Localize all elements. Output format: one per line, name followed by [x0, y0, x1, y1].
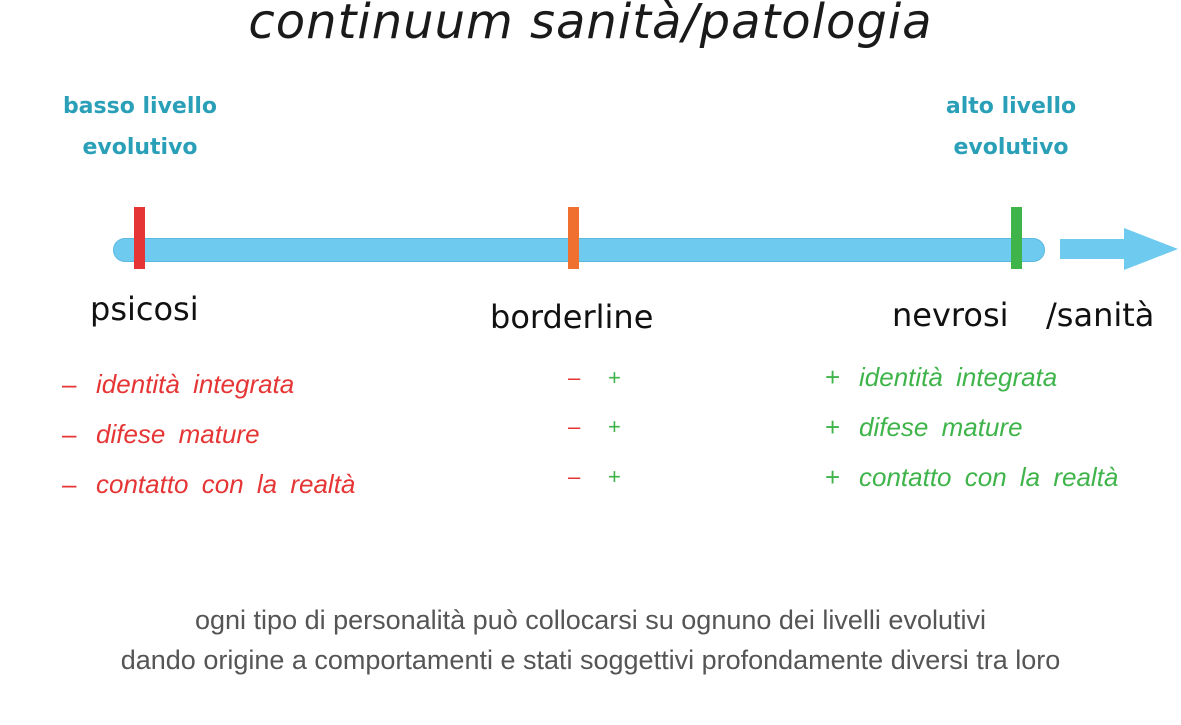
continuum-bar: [113, 238, 1045, 262]
plus-sign: +: [825, 362, 841, 392]
footer-line-1: ogni tipo di personalità può collocarsi su ognuno dei livelli evolutivi: [195, 605, 986, 635]
psicosi-marker: [134, 207, 145, 269]
plus-sign: +: [825, 462, 841, 492]
borderline-item: [568, 365, 648, 391]
minus-sign: –: [568, 464, 581, 489]
nevrosi-item: [825, 412, 1023, 443]
minus-sign: –: [62, 369, 77, 399]
high-level-label: [911, 86, 1111, 168]
psicosi-item: [62, 369, 294, 400]
plus-sign: +: [825, 412, 841, 442]
nevrosi-item-text: contatto con la realtà: [859, 462, 1119, 492]
borderline-item: [568, 414, 648, 440]
low-level-line-1: basso livello: [62, 94, 218, 119]
borderline-label: borderline: [490, 298, 654, 336]
low-level-line-2: evolutivo: [82, 135, 198, 160]
borderline-item: [568, 464, 648, 490]
nevrosi-marker: [1011, 207, 1022, 269]
low-level-label: [40, 86, 240, 168]
arrow-right-icon: [1058, 226, 1180, 272]
footer-line-2: dando origine a comportamenti e stati soggettivi profondamente diversi tra loro: [120, 645, 1061, 675]
borderline-marker: [568, 207, 579, 269]
minus-sign: –: [62, 469, 77, 499]
nevrosi-item-text: identità integrata: [859, 362, 1058, 392]
minus-sign: –: [568, 365, 581, 390]
psicosi-item: [62, 419, 260, 450]
nevrosi-item: [825, 362, 1057, 393]
footer-note: [0, 600, 1181, 680]
minus-sign: –: [62, 419, 77, 449]
minus-sign: –: [568, 414, 581, 439]
plus-sign: +: [608, 464, 621, 489]
psicosi-label: psicosi: [90, 290, 199, 328]
plus-sign: +: [608, 365, 621, 390]
sanita-label: /sanità: [1046, 296, 1155, 334]
high-level-line-1: alto livello: [945, 94, 1077, 119]
psicosi-item-text: difese mature: [96, 419, 260, 449]
high-level-line-2: evolutivo: [953, 135, 1069, 160]
nevrosi-item: [825, 462, 1118, 493]
page-title: continuum sanità/patologia: [248, 0, 933, 50]
psicosi-item: [62, 469, 355, 500]
plus-sign: +: [608, 414, 621, 439]
psicosi-item-text: identità integrata: [96, 369, 295, 399]
nevrosi-label: nevrosi: [892, 296, 1009, 334]
psicosi-item-text: contatto con la realtà: [96, 469, 356, 499]
nevrosi-item-text: difese mature: [859, 412, 1023, 442]
